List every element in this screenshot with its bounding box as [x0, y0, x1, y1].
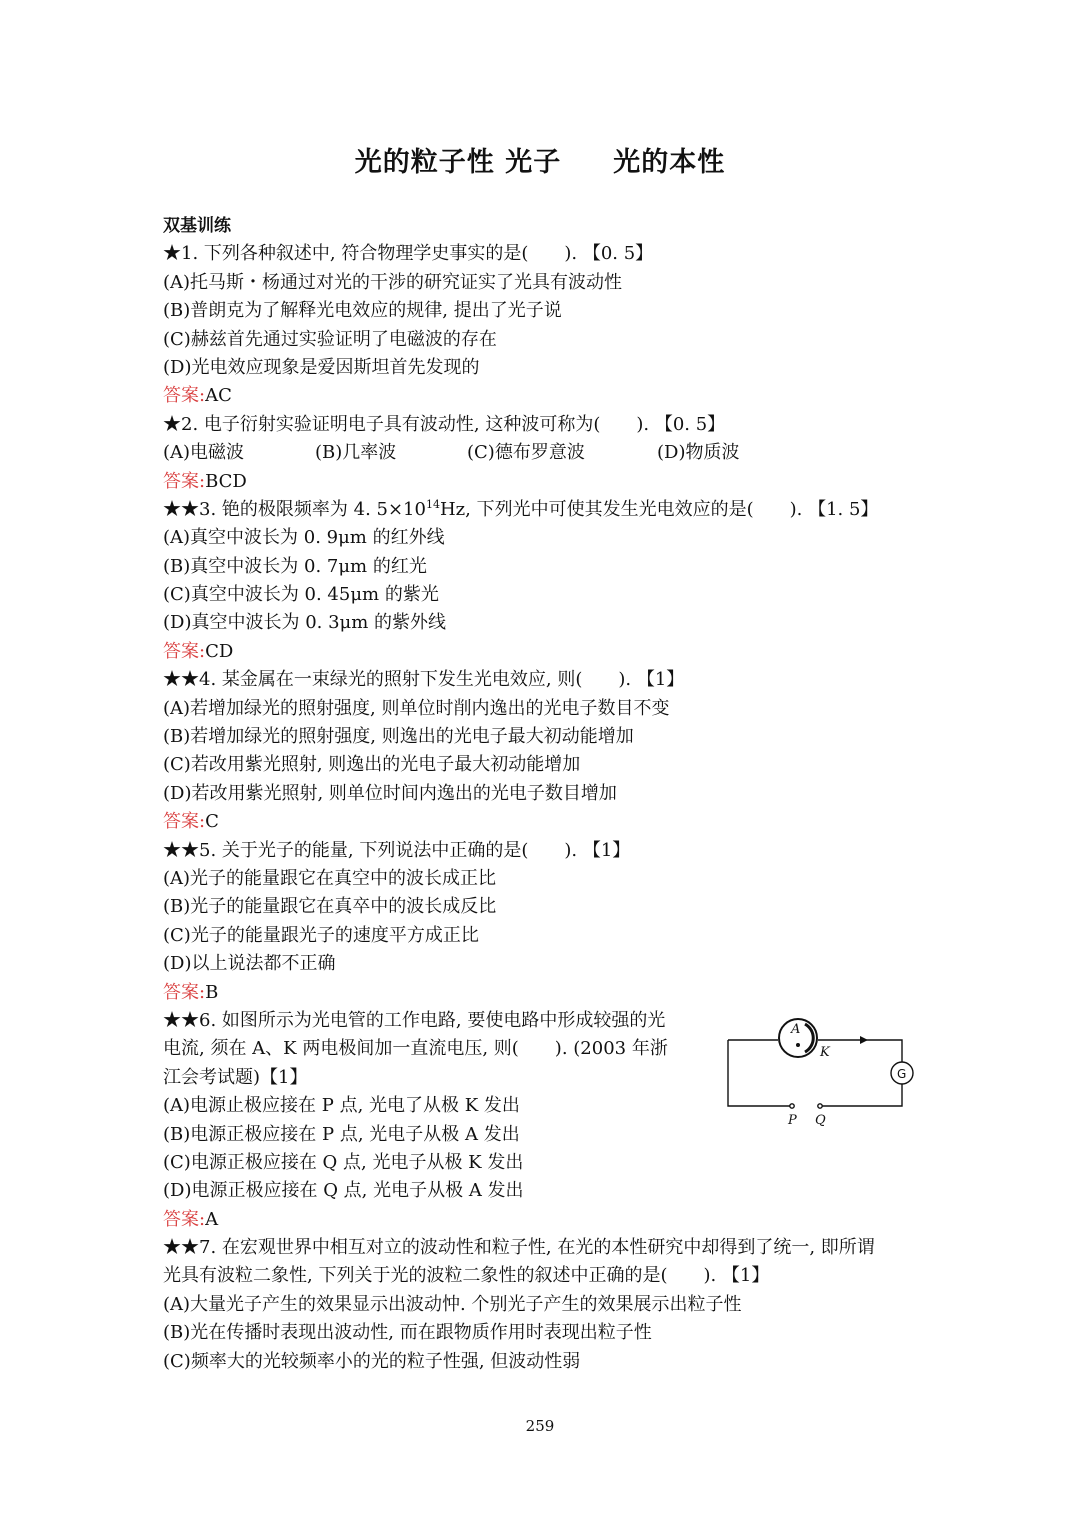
exercise-content: [163, 212, 923, 1376]
question-6-option-a: (A)电源止极应接在 P 点, 光电了从极 K 发出: [163, 1095, 520, 1117]
question-5-option-c: (C)光子的能量跟光子的速度平方成正比: [163, 924, 479, 946]
question-7-option-a: (A)大量光子产生的效果显示出波动忡. 个别光子产生的效果展示出粒子性: [163, 1293, 742, 1315]
question-3-answer: [163, 638, 923, 666]
question-5-stem: ★★5. 关于光子的能量, 下列说法中正确的是( ). 【1】: [163, 839, 631, 861]
question-3-option-b: (B)真空中波长为 0. 7μm 的红光: [163, 555, 427, 577]
question-4-option-a: (A)若增加绿光的照射强度, 则单位时削内逸出的光电子数目不变: [163, 697, 670, 719]
answer-label: 答案:: [163, 1208, 206, 1230]
terminal-p: [790, 1104, 794, 1108]
question-7-option-b: (B)光在传播时表现出波动性, 而在跟物质作用时表现出粒子性: [163, 1322, 652, 1344]
question-3-option-a: (A)真空中波长为 0. 9μm 的红外线: [163, 527, 445, 549]
answer-value: BCD: [205, 470, 247, 492]
question-6-stem-line-3: 江会考试题)【1】: [163, 1066, 308, 1088]
question-2-option-d: (D)物质波: [657, 442, 740, 464]
question-2-option-c: (C)德布罗意波: [467, 442, 585, 464]
circuit-wire-top: [728, 1040, 902, 1062]
section-heading: 双基训练: [163, 216, 231, 236]
question-2-option-a: (A)电磁波: [163, 442, 245, 464]
question-5-answer: [163, 979, 923, 1007]
question-2-answer: [163, 468, 923, 496]
question-2-stem: ★2. 电子衍射实验证明电子具有波动性, 这种波可称为( ). 【0. 5】: [163, 413, 726, 435]
page-number: 259: [525, 1417, 555, 1435]
label-g: G: [897, 1067, 907, 1081]
question-3-stem-pre: ★★3. 铯的极限频率为 4. 5×10: [163, 498, 426, 520]
exponent: 14: [425, 497, 440, 511]
answer-value: A: [205, 1208, 219, 1230]
answer-label: 答案:: [163, 981, 206, 1003]
question-6-option-b: (B)电源正极应接在 P 点, 光电子从极 A 发出: [163, 1123, 520, 1145]
question-6-option-d: (D)电源正极应接在 Q 点, 光电子从极 A 发出: [163, 1180, 524, 1202]
anode-electrode: [796, 1043, 800, 1047]
cathode-electrode: [805, 1024, 813, 1052]
question-4-option-d: (D)若改用紫光照射, 则单位时间内逸出的光电子数目增加: [163, 782, 617, 804]
question-3-stem-post: Hz, 下列光中可使其发生光电效应的是( ). 【1. 5】: [439, 498, 879, 520]
question-7-stem-line-1: ★★7. 在宏观世界中相互对立的波动性和粒子性, 在光的本性研究中却得到了统一, 即所谓: [163, 1237, 875, 1259]
title-part-1: 光的粒子性 光子: [354, 147, 562, 178]
answer-label: 答案:: [163, 385, 206, 407]
question-6-stem-line-1: ★★6. 如图所示为光电管的工作电路, 要使电路中形成较强的光: [163, 1009, 666, 1031]
question-3-option-d: (D)真空中波长为 0. 3μm 的紫外线: [163, 612, 447, 634]
question-6-stem-line-2: 电流, 须在 A、K 两电极间加一直流电压, 则( ). (2003 年浙: [163, 1038, 668, 1060]
photocell-circuit-diagram: [720, 1012, 920, 1132]
question-2-options: [163, 439, 923, 467]
question-6-option-c: (C)电源正极应接在 Q 点, 光电子从极 K 发出: [163, 1151, 524, 1173]
current-arrow: [860, 1036, 868, 1044]
question-1-option-b: (B)普朗克为了解释光电效应的规律, 提出了光子说: [163, 300, 562, 322]
question-4-answer: [163, 808, 923, 836]
answer-value: C: [205, 811, 219, 833]
question-1-option-a: (A)托马斯・杨通过对光的干涉的研究证实了光具有波动性: [163, 271, 623, 293]
label-p: P: [788, 1113, 797, 1128]
answer-value: B: [205, 981, 219, 1003]
answer-value: AC: [205, 385, 232, 407]
terminal-q: [818, 1104, 822, 1108]
question-1-option-c: (C)赫兹首先通过实验证明了电磁波的存在: [163, 328, 497, 350]
answer-value: CD: [205, 640, 234, 662]
answer-label: 答案:: [163, 640, 206, 662]
question-4-stem: ★★4. 某金属在一束绿光的照射下发生光电效应, 则( ). 【1】: [163, 669, 685, 691]
answer-label: 答案:: [163, 811, 206, 833]
circuit-wire-bottom: [728, 1040, 902, 1106]
question-7-option-c: (C)频率大的光较频率小的光的粒子性强, 但波动性弱: [163, 1350, 581, 1372]
label-k: K: [820, 1045, 830, 1060]
question-4-option-c: (C)若改用紫光照射, 则逸出的光电子最大初动能增加: [163, 754, 581, 776]
title-part-2: 光的本性: [613, 147, 726, 178]
question-1-answer: [163, 382, 923, 410]
question-1-stem: ★1. 下列各种叙述中, 符合物理学史事实的是( ). 【0. 5】: [163, 243, 654, 265]
question-3-stem: [163, 496, 923, 524]
answer-label: 答案:: [163, 470, 206, 492]
question-5-option-d: (D)以上说法都不正确: [163, 953, 336, 975]
label-a: A: [791, 1022, 801, 1037]
question-5-option-a: (A)光子的能量跟它在真空中的波长成正比: [163, 867, 497, 889]
question-5-option-b: (B)光子的能量跟它在真卒中的波长成反比: [163, 896, 497, 918]
question-1-option-d: (D)光电效应现象是爱因斯坦首先发现的: [163, 356, 480, 378]
question-2-option-b: (B)几率波: [315, 442, 397, 464]
page-title: [0, 140, 1080, 179]
label-q: Q: [815, 1113, 826, 1128]
question-4-option-b: (B)若增加绿光的照射强度, 则逸出的光电子最大初动能增加: [163, 726, 634, 748]
question-3-option-c: (C)真空中波长为 0. 45μm 的紫光: [163, 584, 439, 606]
question-7-stem-line-2: 光具有波粒二象性, 下列关于光的波粒二象性的叙述中正确的是( ). 【1】: [163, 1265, 770, 1287]
question-6-answer: [163, 1206, 923, 1234]
